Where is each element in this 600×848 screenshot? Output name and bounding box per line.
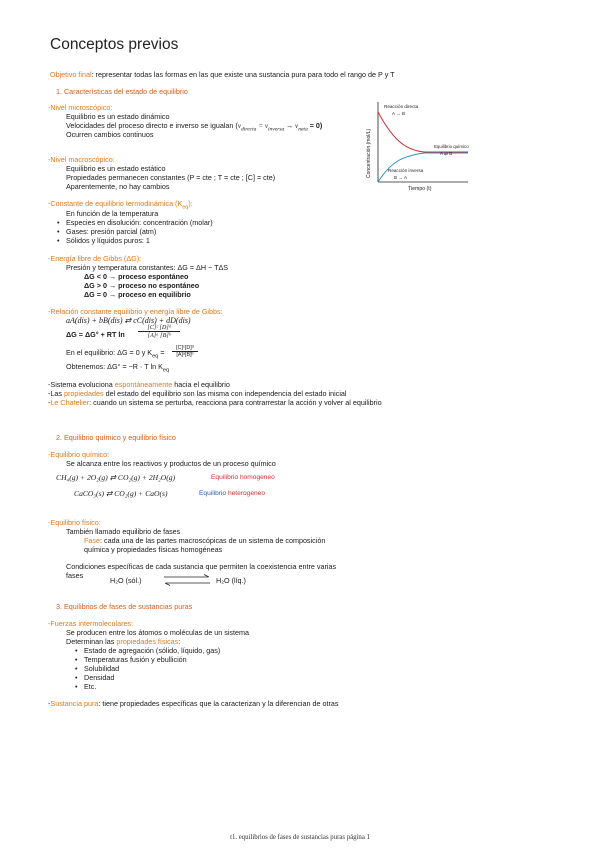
- relation-eq2-fraction: [C]ᶜ [D]ᵈ [A]ᵃ [B]ᵇ: [138, 324, 180, 339]
- phys-l3: química y propiedades físicas homogéneas: [84, 545, 223, 554]
- gibbs-l4: ΔG = 0 → proceso en equilibrio: [84, 290, 191, 299]
- objective-text: : representar todas las formas en las que existe una sustancia pura para todo el rango de P y T: [91, 70, 395, 79]
- relation-eq3: En el equilibrio: ΔG = 0 y $K_{eq}$ =: [66, 348, 165, 360]
- chart-xlabel: Tiempo (t): [408, 186, 432, 192]
- macro-label: -Nivel macroscópico:: [48, 155, 115, 164]
- forces-item-4: • Densidad: [84, 673, 114, 682]
- relation-eq2: ΔG = ΔG° + RT ln: [66, 330, 125, 339]
- micro-label: -Nivel microscópico:: [48, 103, 113, 112]
- chart-ann-inversa-eq: B → A: [394, 175, 408, 180]
- chem-reaction-1-tag: Equilibrio homogeneo: [211, 474, 275, 481]
- keq-label: -Constante de equilibrio termodinámica $(K_{eq})$:: [48, 199, 193, 211]
- macro-l3: Aparentemente, no hay cambios: [66, 182, 170, 191]
- forces-item-2: • Temperaturas fusión y ebullición: [84, 655, 187, 664]
- section2-heading: 2. Equilibrio químico y equilibrio físico: [56, 433, 176, 442]
- phys-eq-left: H₂O (sól.): [110, 576, 142, 585]
- relation-eq4: Obtenemos: ΔG° = −R · T $\ln K_{eq}$: [66, 362, 170, 374]
- forces-item-3: • Solubilidad: [84, 664, 119, 673]
- keq-l1: En función de la temperatura: [66, 209, 159, 218]
- equilibrium-chart: [364, 98, 472, 196]
- chem-l1: Se alcanza entre los reactivos y productos de un proceso químico: [66, 459, 276, 468]
- relation-label: -Relación constante equilibrio y energía libre de Gibbs:: [48, 307, 223, 316]
- chart-ann-eq-sym: A ⇄ B: [440, 151, 453, 156]
- equilibrium-arrows-icon: [162, 573, 212, 587]
- section3-heading: 3. Equilibrios de fases de sustancias puras: [56, 602, 193, 611]
- chart-ann-eq: Equilibrio químico: [434, 144, 469, 149]
- chart-ann-directa: Reacción directa: [384, 104, 419, 109]
- objective-line: [50, 70, 395, 79]
- phys-l2: Fase: cada una de las partes macroscópicas de un sistema de composición: [84, 536, 326, 545]
- chart-ylabel: Concentración (mol/L): [366, 128, 372, 178]
- forces-item-5: • Etc.: [84, 682, 96, 691]
- section1-heading: 1. Características del estado de equilibrio: [56, 87, 188, 96]
- micro-l3: Ocurren cambios continuos: [66, 130, 154, 139]
- chem-label: -Equilibrio químico:: [48, 450, 110, 459]
- phys-l5: fases: [66, 571, 84, 580]
- relation-eq1: aA(dis) + bB(dis) ⇄ cC(dis) + dD(dis): [66, 316, 191, 325]
- gibbs-l3: ΔG > 0 → proceso no espontáneo: [84, 281, 200, 290]
- phys-eq-right: H₂O (líq.): [216, 576, 246, 585]
- phys-l1: También llamado equilibrio de fases: [66, 527, 181, 536]
- keq-item-2: • Gases: presión parcial (atm): [66, 227, 156, 236]
- chem-reaction-1: CH₄(g) + 2O₂(g) ⇄ CO₂(g) + 2H₂O(g): [56, 473, 176, 482]
- chart-ann-directa-eq: A → B: [392, 111, 406, 116]
- phys-label: -Equilibrio físico:: [48, 518, 101, 527]
- chart-ann-inversa: Reacción inversa: [388, 168, 424, 173]
- gibbs-l1: Presión y temperatura constantes: ΔG = ΔH − TΔS: [66, 263, 229, 272]
- note-2: -Las propiedades del estado del equilibrio son las misma con independencia del estado inicial: [48, 389, 347, 398]
- micro-l2: Velocidades del proceso directo e inverso se igualan $(v_{directa} = v_{inversa} \to v_{neta} = 0)$: [66, 121, 323, 133]
- relation-eq3-fraction: [C]ᶜ[D]ᵈ [A]ᵃ[B]ᵇ: [172, 345, 198, 358]
- objective-label: Objetivo final: [50, 70, 92, 79]
- forces-item-1: • Estado de agregación (sólido, líquido, gas): [84, 646, 220, 655]
- note-1: -Sistema evoluciona espontáneamente hacia el equilibrio: [48, 380, 230, 389]
- forces-l2: Determinan las propiedades físicas:: [66, 637, 181, 646]
- page-footer: t1. equilibrios de fases de sustancias puras página 1: [230, 834, 370, 841]
- gibbs-l2: ΔG < 0 → proceso espontáneo: [84, 272, 189, 281]
- keq-item-3: • Sólidos y líquidos puros: 1: [66, 236, 150, 245]
- chem-reaction-2-tag: Equilibrio heterogeneo: [199, 490, 266, 497]
- keq-item-1: • Especies en disolución: concentración (molar): [66, 218, 213, 227]
- macro-l1: Equilibrio es un estado estático: [66, 164, 166, 173]
- forces-label: -Fuerzas intermoleculares:: [48, 619, 134, 628]
- pure-substance-line: -Sustancia pura: tiene propiedades específicas que la caracterizan y la diferencian de otras: [48, 699, 339, 708]
- note-3: -Le Chatelier: cuando un sistema se perturba, reacciona para contrarrestar la acción y volver al equilibrio: [48, 398, 382, 407]
- phys-l4: Condiciones específicas de cada sustancia que permiten la coexistencia entre varias: [66, 562, 337, 571]
- page-title: Conceptos previos: [50, 36, 179, 53]
- gibbs-label: -Energía libre de Gibbs (ΔG):: [48, 254, 142, 263]
- macro-l2: Propiedades permanecen constantes (P = cte ; T = cte ; [C] = cte): [66, 173, 276, 182]
- micro-l1: Equilibrio es un estado dinámico: [66, 112, 170, 121]
- chem-reaction-2: CaCO₃(s) ⇄ CO₂(g) + CaO(s): [74, 489, 168, 498]
- forces-l1: Se producen entre los átomos o moléculas de un sistema: [66, 628, 249, 637]
